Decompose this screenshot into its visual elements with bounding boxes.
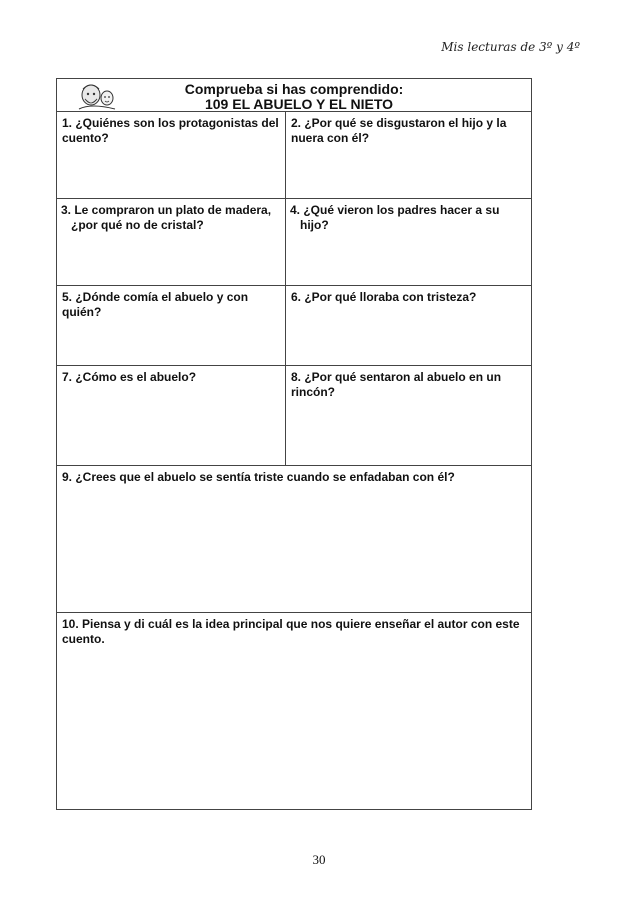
question-1: 1. ¿Quiénes son los protagonistas del cuento? [62,116,279,145]
series-header: Mis lecturas de 3º y 4º [441,40,580,54]
story-title [57,96,531,112]
question-10: 10. Piensa y di cuál es la idea principal que nos quiere enseñar el autor con este cuento. [62,617,520,646]
question-2: 2. ¿Por qué se disgustaron el hijo y la nuera con él? [291,116,507,145]
question-3: 3. Le compraron un plato de madera, ¿por qué no de cristal? [61,203,272,232]
question-9: 9. ¿Crees que el abuelo se sentía triste cuando se enfadaban con él? [62,470,455,484]
question-5: 5. ¿Dónde comía el abuelo y con quién? [62,290,249,319]
question-7: 7. ¿Cómo es el abuelo? [62,370,197,384]
question-8: 8. ¿Por qué sentaron al abuelo en un rincón? [291,370,502,399]
question-4: 4. ¿Qué vieron los padres hacer a su hijo? [290,203,500,232]
page-number: 30 [312,852,326,867]
story-title-text: 109 EL ABUELO Y EL NIETO [204,96,394,112]
worksheet-table [56,78,532,810]
question-6: 6. ¿Por qué lloraba con tristeza? [291,290,477,304]
title-row [57,79,531,112]
worksheet-title: Comprueba si has comprendido: [184,81,404,97]
